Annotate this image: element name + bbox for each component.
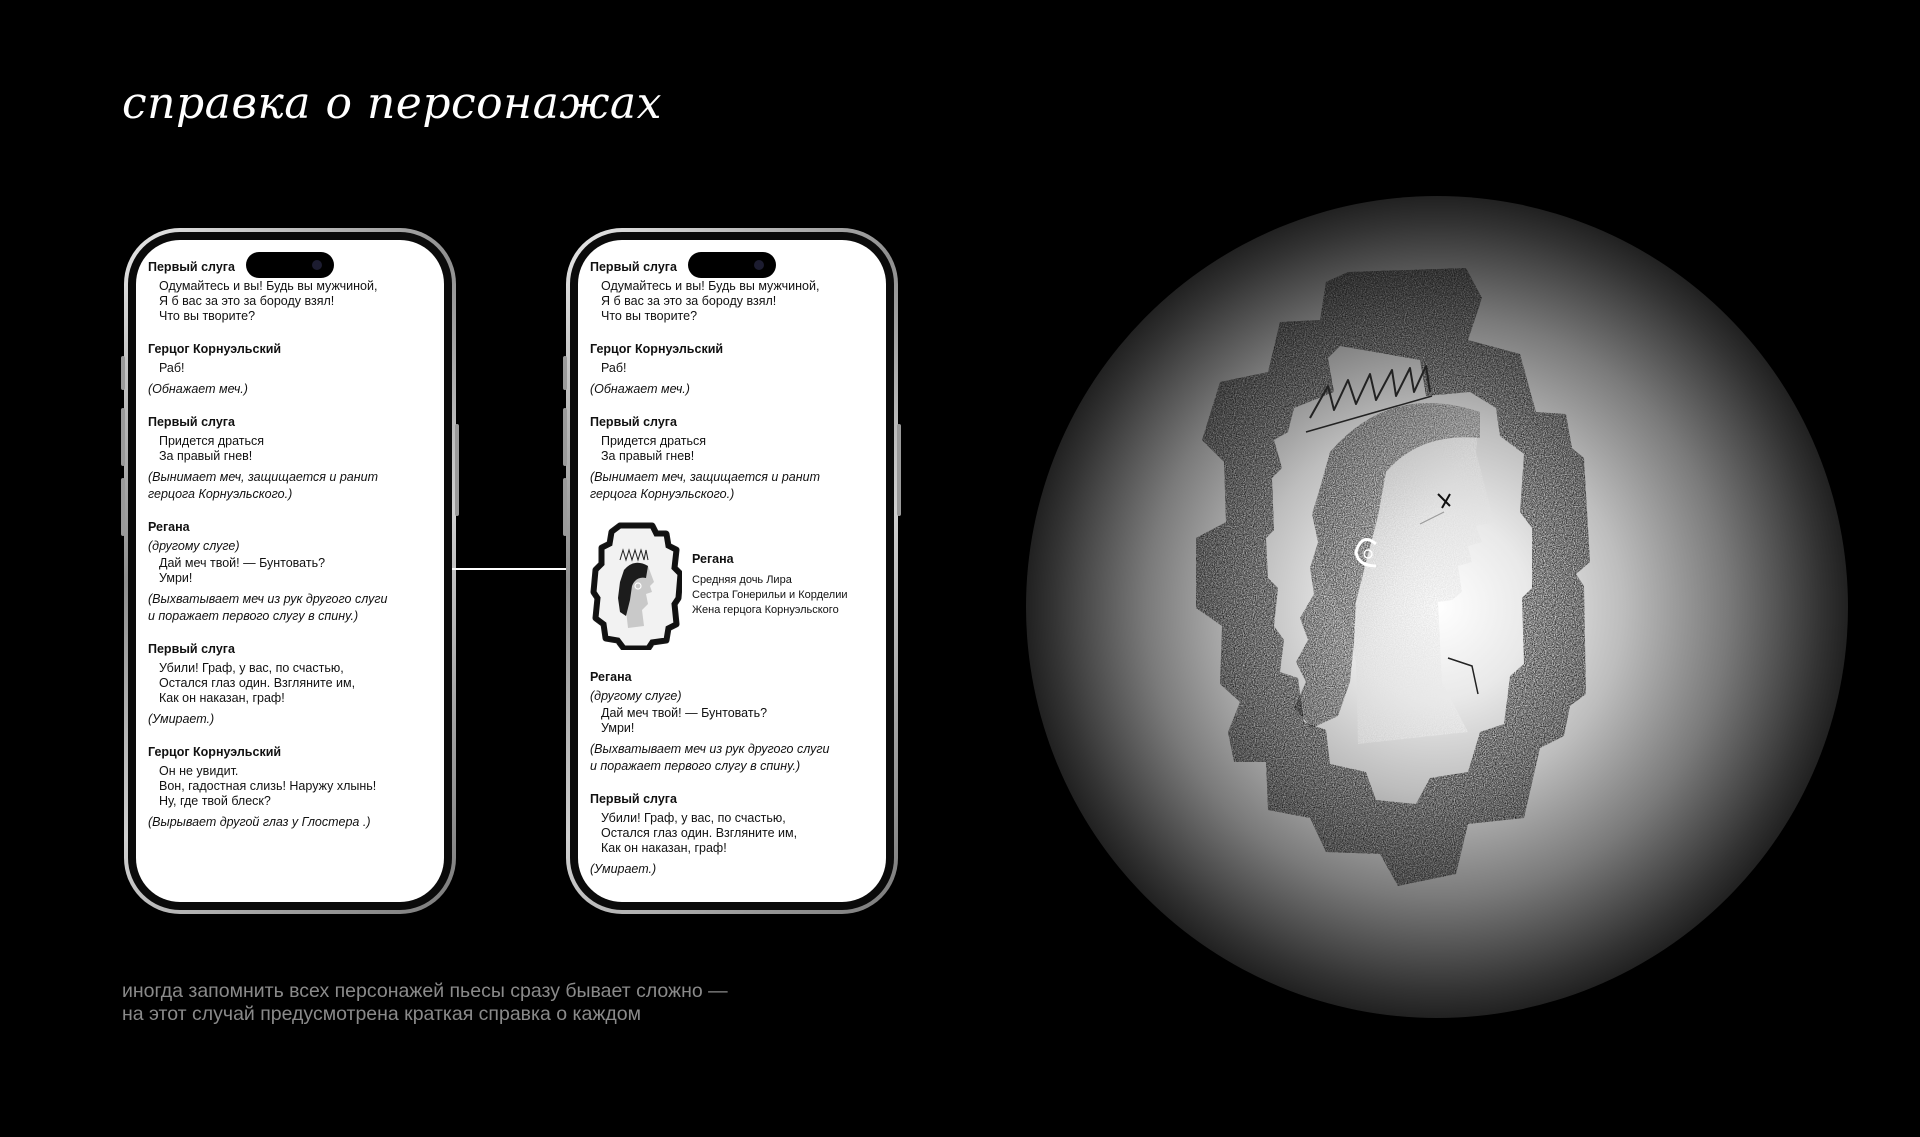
caption-line: иногда запомнить всех персонажей пьесы сразу бывает сложно — xyxy=(122,980,728,1002)
phone-action-button xyxy=(121,356,125,390)
dialogue-line: Что вы творите? xyxy=(159,309,256,323)
dialogue-block xyxy=(148,342,434,397)
speaker-name[interactable]: Герцог Корнуэльский xyxy=(590,342,724,356)
dialogue-block xyxy=(590,670,876,774)
dialogue-block xyxy=(148,642,434,727)
dialogue-block xyxy=(148,745,434,830)
dynamic-island xyxy=(246,252,334,278)
phone-volume-up-button xyxy=(563,408,567,466)
dialogue-line: Я б вас за это за бороду взял! xyxy=(159,294,335,308)
dialogue-line: Умри! xyxy=(159,571,193,585)
speaker-name[interactable]: Первый слуга xyxy=(148,415,235,429)
dialogue-line: Раб! xyxy=(601,361,627,375)
character-info xyxy=(692,552,848,618)
dialogue-line: Умри! xyxy=(601,721,635,735)
dialogue-line: Как он наказан, граф! xyxy=(601,841,727,855)
dialogue-line: Придется драться xyxy=(159,434,265,448)
stage-direction: (Вынимает меч, защищается и ранит xyxy=(148,470,378,484)
dialogue-line: Раб! xyxy=(159,361,185,375)
dialogue-line: Убили! Граф, у вас, по счастью, xyxy=(159,661,344,675)
play-script xyxy=(590,260,876,895)
dialogue-line: Он не увидит. xyxy=(159,764,239,778)
dialogue-block xyxy=(590,415,876,502)
speaker-name[interactable]: Регана xyxy=(590,670,632,684)
phone-bezel xyxy=(128,232,452,910)
dialogue-line: Я б вас за это за бороду взял! xyxy=(601,294,777,308)
dynamic-island xyxy=(688,252,776,278)
stage-direction: (другому слуге) xyxy=(148,539,240,553)
stage-direction: и поражает первого слугу в спину.) xyxy=(590,759,801,773)
dialogue-line: Вон, гадостная слизь! Наружу хлынь! xyxy=(159,779,377,793)
regana-portrait-illustration-icon xyxy=(1180,262,1680,892)
phone-power-button xyxy=(897,424,901,516)
speaker-name[interactable]: Герцог Корнуэльский xyxy=(148,342,282,356)
dialogue-block xyxy=(148,520,434,624)
speaker-name[interactable]: Первый слуга xyxy=(590,260,677,274)
stage-direction: (Умирает.) xyxy=(148,712,215,726)
dialogue-line: Как он наказан, граф! xyxy=(159,691,285,705)
dialogue-line: Дай меч твой! — Бунтовать? xyxy=(601,706,768,720)
stage-direction: (другому слуге) xyxy=(590,689,682,703)
phone-screen[interactable] xyxy=(136,240,444,902)
dialogue-block xyxy=(590,342,876,397)
phone-power-button xyxy=(455,424,459,516)
phone-volume-down-button xyxy=(563,478,567,536)
character-card[interactable] xyxy=(590,520,876,650)
play-script xyxy=(148,260,434,848)
caption-line: на этот случай предусмотрена краткая справка о каждом xyxy=(122,1003,642,1025)
phone-volume-down-button xyxy=(121,478,125,536)
dialogue-line: Остался глаз один. Взгляните им, xyxy=(159,676,356,690)
stage-direction: (Выхватывает меч из рук другого слуги xyxy=(148,592,388,606)
speaker-name[interactable]: Регана xyxy=(148,520,190,534)
speaker-name[interactable]: Первый слуга xyxy=(148,642,235,656)
dialogue-line: Остался глаз один. Взгляните им, xyxy=(601,826,798,840)
dialogue-block xyxy=(148,415,434,502)
connector-line xyxy=(452,568,568,570)
character-desc-line: Средняя дочь Лира xyxy=(692,574,792,586)
stage-direction: (Вынимает меч, защищается и ранит xyxy=(590,470,820,484)
speaker-name[interactable]: Первый слуга xyxy=(590,792,677,806)
phone-screen[interactable] xyxy=(578,240,886,902)
page-title: справка о персонажах xyxy=(122,78,662,129)
dialogue-line: Дай меч твой! — Бунтовать? xyxy=(159,556,326,570)
speaker-name[interactable]: Герцог Корнуэльский xyxy=(148,745,282,759)
phone-action-button xyxy=(563,356,567,390)
dialogue-line: Одумайтесь и вы! Будь вы мужчиной, xyxy=(159,279,378,293)
stage-direction: (Обнажает меч.) xyxy=(148,382,248,396)
stage-direction: (Вырывает другой глаз у Глостера .) xyxy=(148,815,371,829)
stage-direction: герцога Корнуэльского.) xyxy=(148,487,293,501)
phone-left xyxy=(124,228,456,914)
caption xyxy=(122,980,728,1026)
character-name: Регана xyxy=(692,552,734,566)
stage-direction: (Обнажает меч.) xyxy=(590,382,690,396)
stage-direction: и поражает первого слугу в спину.) xyxy=(148,609,359,623)
character-desc-line: Сестра Гонерильи и Корделии xyxy=(692,589,848,601)
stage-direction: герцога Корнуэльского.) xyxy=(590,487,735,501)
dialogue-line: Придется драться xyxy=(601,434,707,448)
character-desc-line: Жена герцога Корнуэльского xyxy=(692,604,839,616)
stage-direction: (Умирает.) xyxy=(590,862,657,876)
dialogue-line: Убили! Граф, у вас, по счастью, xyxy=(601,811,786,825)
dialogue-line: За правый гнев! xyxy=(601,449,695,463)
stage-direction: (Выхватывает меч из рук другого слуги xyxy=(590,742,830,756)
dialogue-line: Ну, где твой блеск? xyxy=(159,794,271,808)
regana-portrait-icon xyxy=(590,520,682,650)
dialogue-line: Что вы творите? xyxy=(601,309,698,323)
speaker-name[interactable]: Первый слуга xyxy=(590,415,677,429)
dialogue-line: Одумайтесь и вы! Будь вы мужчиной, xyxy=(601,279,820,293)
phone-right xyxy=(566,228,898,914)
phone-volume-up-button xyxy=(121,408,125,466)
dialogue-block xyxy=(590,792,876,877)
speaker-name[interactable]: Первый слуга xyxy=(148,260,235,274)
phone-bezel xyxy=(570,232,894,910)
dialogue-line: За правый гнев! xyxy=(159,449,253,463)
